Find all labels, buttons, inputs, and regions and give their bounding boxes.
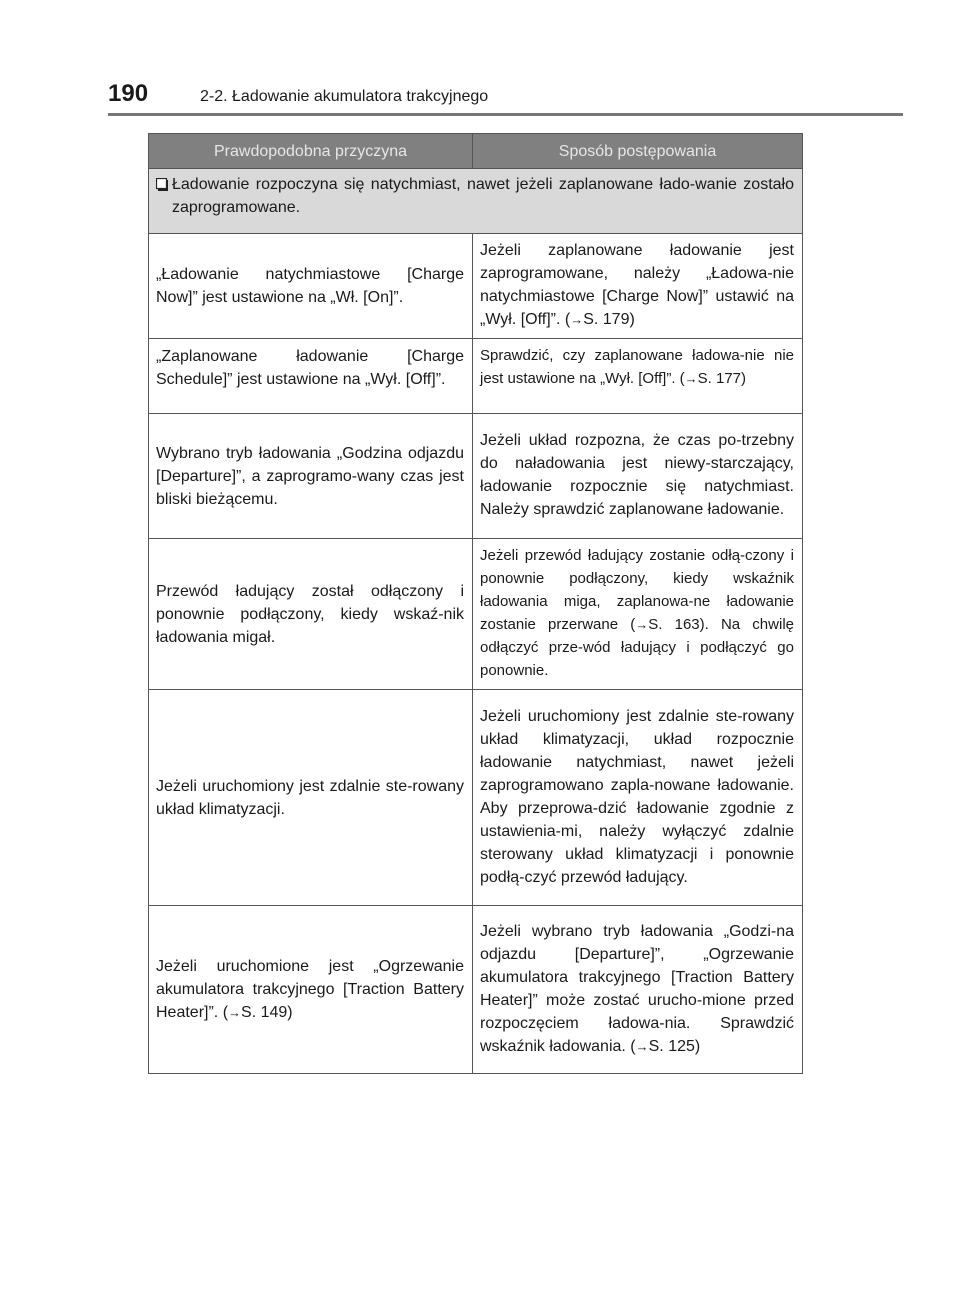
action-text: Jeżeli wybrano tryb ładowania „Godzi-na odjazdu [Departure]”, „Ogrzewanie akumulatora trakcyjnego [Traction Battery Heater]” może zostać urucho-mione przed rozpoczęciem ładowa-nia. Sprawdzić wskaźnik ładowania. ( [480,922,794,1055]
section-title: 2-2. Ładowanie akumulatora trakcyjnego [200,88,489,105]
table-row [149,414,803,539]
cause-text: „Zaplanowane ładowanie [Charge Schedule]” jest ustawione na „Wył. [Off]”. [156,348,464,388]
page-reference: S. 177) [697,370,747,387]
arrow-right-icon: → [635,1038,649,1054]
cause-text: Wybrano tryb ładowania „Godzina odjazdu [Departure]”, a zaprogramo-wany czas jest bliski bieżącemu. [156,444,464,508]
action-cell [473,414,803,539]
arrow-right-icon: → [570,312,584,327]
cause-cell [149,906,473,1074]
action-text: Sprawdzić, czy zaplanowane ładowa-nie nie jest ustawione na „Wył. [Off]”. ( [480,347,794,387]
table-row [149,539,803,690]
arrow-right-icon: → [635,617,649,632]
page-reference: S. 149) [241,1004,293,1021]
group-row [149,169,803,234]
table-row [149,339,803,414]
page-reference: S. 179) [583,311,635,328]
cause-text: Jeżeli uruchomione jest „Ogrzewanie akumulatora trakcyjnego [Traction Battery Heater]”. ( [156,958,464,1021]
cause-cell [149,339,473,414]
column-header-action: Sposób postępowania [473,134,803,169]
action-cell [473,690,803,906]
group-text: Ładowanie rozpoczyna się natychmiast, nawet jeżeli zaplanowane łado-wanie zostało zaprogramowane. [172,176,794,216]
page-reference: S. 163). Na chwilę odłączyć prze-wód ładujący i podłączyć go ponownie. [480,616,794,679]
cause-cell [149,690,473,906]
table-row [149,906,803,1074]
group-cell [149,169,803,234]
page-reference: S. 125) [648,1037,701,1055]
checkbox-bullet-icon [156,173,172,219]
cause-text: Przewód ładujący został odłączony i ponownie podłączony, kiedy wskaź-nik ładowania migał. [156,582,464,646]
cause-cell [149,234,473,339]
page-header [108,80,488,110]
header-rule [108,113,903,116]
cause-cell [149,414,473,539]
column-header-cause: Prawdopodobna przyczyna [149,134,473,169]
action-cell [473,539,803,690]
table-row [149,234,803,339]
arrow-right-icon: → [684,371,698,386]
arrow-right-icon: → [228,1005,242,1020]
page-number: 190 [108,80,149,107]
action-text: Jeżeli przewód ładujący zostanie odłą-czony i ponownie podłączony, kiedy wskaźnik ładowania miga, zaplanowa-ne ładowanie zostanie przerwane ( [480,547,794,633]
troubleshooting-table [148,133,803,1074]
action-text: Jeżeli uruchomiony jest zdalnie ste-rowany układ klimatyzacji, układ rozpocznie ładowanie natychmiast, nawet jeżeli zaprogramowano zapla-nowane ładowanie. Aby przeprowa-dzić ładowanie zgodnie z ustawienia-mi, należy wyłączyć zdalnie sterowany układ klimatyzacji i ponownie podłą-czyć przewód ładujący. [480,707,794,886]
action-text: Jeżeli zaplanowane ładowanie jest zaprogramowane, należy „Ładowa-nie natychmiastowe [Charge Now]” ustawić na „Wył. [Off]”. ( [480,242,794,328]
cause-cell [149,539,473,690]
action-cell [473,234,803,339]
action-text: Jeżeli układ rozpozna, że czas po-trzebny do naładowania jest niewy-starczający, ładowanie rozpocznie się natychmiast. Należy sprawdzić zaplanowane ładowanie. [480,432,794,518]
cause-text: „Ładowanie natychmiastowe [Charge Now]” jest ustawione na „Wł. [On]”. [156,266,464,306]
table-row [149,690,803,906]
action-cell [473,339,803,414]
table-header-row [149,134,803,169]
action-cell [473,906,803,1074]
cause-text: Jeżeli uruchomiony jest zdalnie ste-rowany układ klimatyzacji. [156,777,464,818]
